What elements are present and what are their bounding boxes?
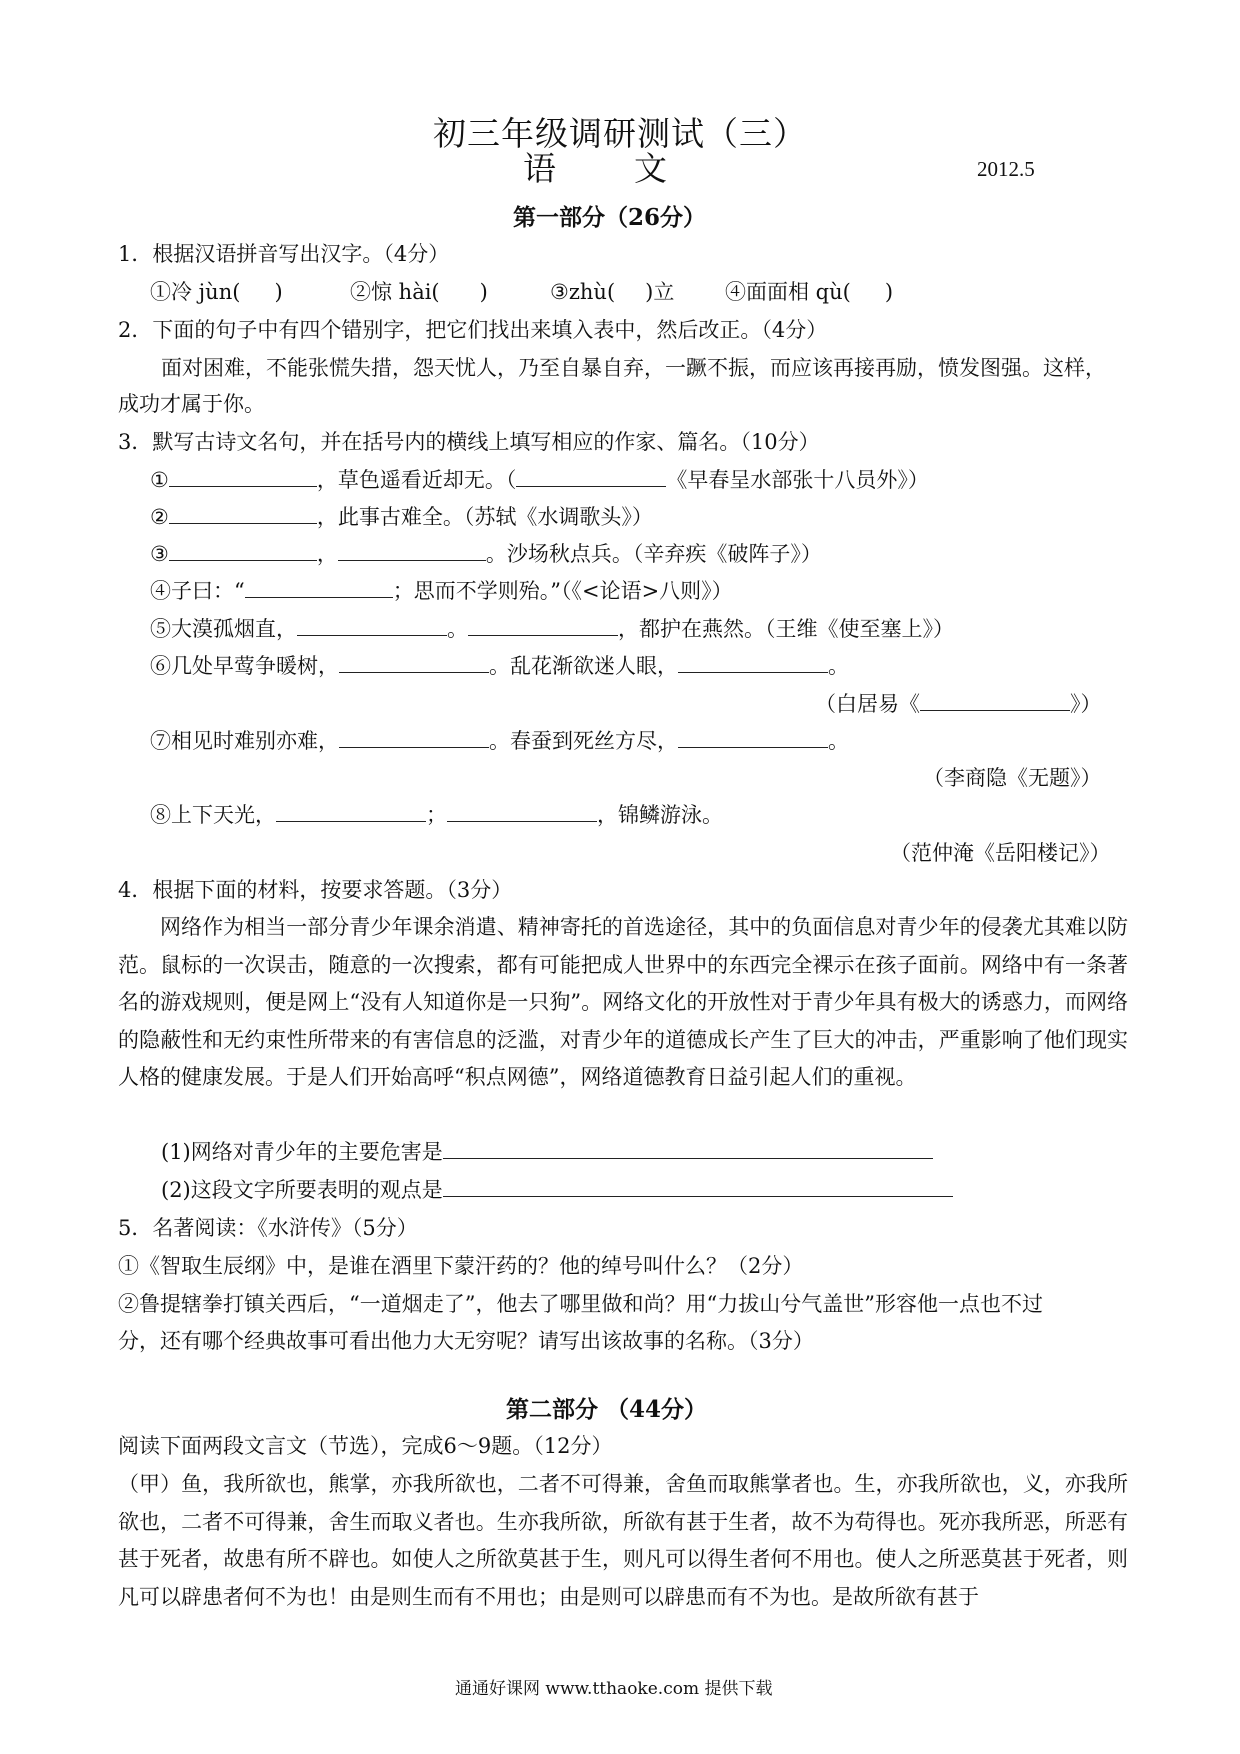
q3-line-4: ④子曰：“ ；思而不学则殆。”（《<论语>八则》） [150,579,733,603]
q1-item-a: ①冷 jùn( ) [150,280,283,304]
q3-line-8-source: （范仲淹《岳阳楼记》） [890,841,1111,865]
q3-line-1: ① ，草色遥看近却无。（ 《早春呈水部张十八员外》） [150,468,929,492]
subject-char-2: 文 [634,149,667,188]
exam-date: 2012.5 [977,157,1035,181]
q2-body: 面对困难，不能张慌失措，怨天忧人，乃至自暴自弃，一蹶不振，而应该再接再励，愤发图强。这样， [161,356,1106,380]
q4-passage: 网络作为相当一部分青少年课余消遣、精神寄托的首选途径，其中的负面信息对青少年的侵袭尤其难以防范。鼠标的一次误击，随意的一次搜索，都有可能把成人世界中的东西完全裸示在孩子面前。网络中有一条著名的游戏规则，便是网上“没有人知道你是一只狗”。网络文化的开放性对于青少年具有极大的诱惑力，而网络的隐蔽性和无约束性所带来的有害信息的泛滥，对青少年的道德成长产生了巨大的冲击，严重影响了他们现实人格的健康发展。于是人们开始高呼“积点网德”，网络道德教育日益引起人们的重视。 [118,915,1128,1090]
q2-body-cont: 成功才属于你。 [118,392,265,416]
q2-stem: 2．下面的句子中有四个错别字，把它们找出来填入表中，然后改正。（4分） [118,318,828,342]
q3-stem: 3．默写古诗文名句，并在括号内的横线上填写相应的作家、篇名。（10分） [118,430,820,454]
blank[interactable] [338,540,486,561]
q1-item-c: ③zhù( )立 [550,280,675,304]
q4-stem: 4．根据下面的材料，按要求答题。（3分） [118,878,513,902]
q4-sub-2: (2)这段文字所要表明的观点是 [161,1172,953,1209]
blank[interactable] [276,801,426,822]
q1-stem: 1．根据汉语拼音写出汉字。（4分） [118,242,450,266]
blank[interactable] [339,652,489,673]
q3-line-2: ② ，此事古难全。（苏轼《水调歌头》） [150,505,653,529]
blank[interactable] [678,652,828,673]
q3-line-7-source: （李商隐《无题》） [923,766,1102,790]
blank[interactable] [516,466,666,487]
blank[interactable] [678,727,828,748]
q3-line-8: ⑧上下天光， ； ，锦鳞游泳。 [150,803,723,827]
blank[interactable] [468,615,618,636]
blank[interactable] [245,577,393,598]
q5-sub-1: ①《智取生辰纲》中，是谁在酒里下蒙汗药的？他的绰号叫什么？（2分） [118,1254,804,1278]
q4-sub-1: (1)网络对青少年的主要危害是 [161,1134,933,1171]
answer-line[interactable] [443,1176,953,1197]
blank[interactable] [920,690,1070,711]
blank[interactable] [339,727,489,748]
page-title: 初三年级调研测试（三） [433,114,807,153]
q3-line-6-source: （白居易《 》） [815,692,1102,716]
q3-line-6: ⑥几处早莺争暖树， 。乱花渐欲迷人眼， 。 [150,654,849,678]
part2-heading: 第二部分 （44分） [506,1396,708,1423]
blank[interactable] [169,540,317,561]
q5-stem: 5．名著阅读：《水浒传》（5分） [118,1216,418,1240]
q3-line-5: ⑤大漠孤烟直， 。 ，都护在燕然。（王维《使至塞上》） [150,617,954,641]
blank[interactable] [169,466,317,487]
blank[interactable] [297,615,447,636]
answer-line[interactable] [443,1138,933,1159]
q1-item-b: ②惊 hài( ) [350,280,488,304]
q5-sub-2-cont: 分，还有哪个经典故事可看出他力大无穷呢？请写出该故事的名称。（3分） [118,1329,814,1353]
blank[interactable] [447,801,597,822]
passage-jia: （甲）鱼，我所欲也，熊掌，亦我所欲也，二者不可得兼，舍鱼而取熊掌者也。生，亦我所欲也，义，亦我所欲也，二者不可得兼，舍生而取义者也。生亦我所欲，所欲有甚于生者，故不为苟得也。死亦我所恶，所恶有甚于死者，故患有所不辟也。如使人之所欲莫甚于生，则凡可以得生者何不用也。使人之所恶莫甚于死者，则凡可以辟患者何不为也！由是则生而有不用也；由是则可以辟患而有不为也。是故所欲有甚于 [118,1472,1128,1609]
blank[interactable] [169,503,317,524]
part1-heading: 第一部分（26分） [513,204,707,231]
part2-intro: 阅读下面两段文言文（节选），完成6～9题。（12分） [118,1434,613,1458]
q5-sub-2: ②鲁提辖拳打镇关西后，“一道烟走了”，他去了哪里做和尚？用“力拔山兮气盖世”形容他一点也不过 [118,1292,1043,1316]
subject-char-1: 语 [523,149,556,188]
q3-line-3: ③ ， 。沙场秋点兵。（辛弃疾《破阵子》） [150,542,822,566]
page-footer: 通通好课网 www.tthaoke.com 提供下载 [455,1679,773,1699]
q3-line-7: ⑦相见时难别亦难， 。春蚕到死丝方尽， 。 [150,729,849,753]
q1-item-d: ④面面相 qù( ) [725,280,894,304]
